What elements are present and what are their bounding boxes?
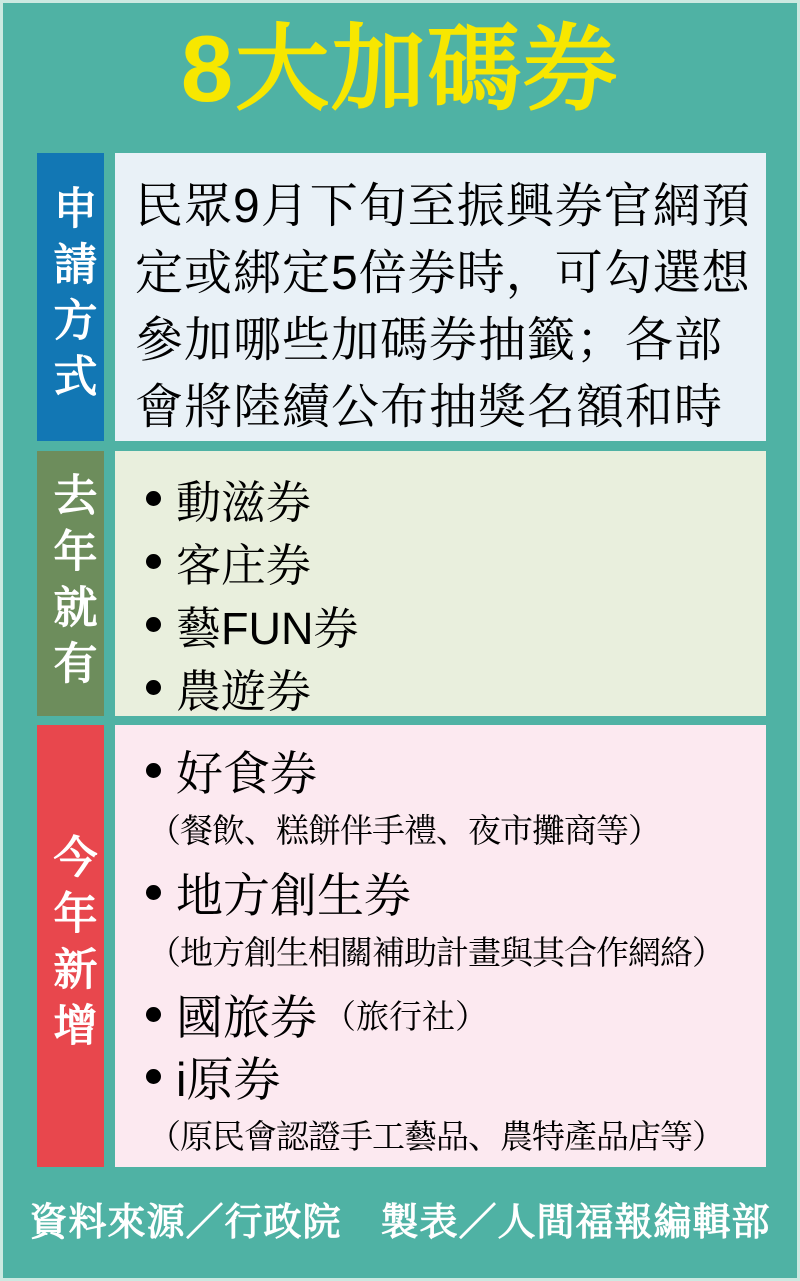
voucher-name: 藝FUN券 (176, 603, 359, 654)
voucher-list-item (115, 739, 766, 861)
bullet-icon (146, 1007, 161, 1022)
bullet-icon (146, 554, 161, 569)
voucher-item-main (115, 530, 766, 593)
section-new-this-year (37, 725, 766, 1167)
voucher-name: 動滋券 (176, 477, 312, 528)
section-new-this-year-content-box (115, 725, 766, 1167)
voucher-item-main (115, 861, 766, 923)
bullet-icon (146, 680, 161, 695)
voucher-name: 地方創生券 (176, 868, 411, 922)
voucher-name: 國旅券 (176, 990, 317, 1044)
bullet-icon (146, 491, 161, 506)
voucher-list-item (115, 593, 766, 656)
voucher-name: 好食券 (176, 746, 317, 800)
voucher-list-item (115, 983, 766, 1045)
last-year-voucher-list (115, 451, 766, 719)
section-last-year-content-box (115, 451, 766, 716)
voucher-item-main (115, 739, 766, 801)
voucher-item-main (115, 593, 766, 656)
voucher-item-main (115, 467, 766, 530)
new-this-year-voucher-list (115, 725, 766, 1167)
voucher-name: 客庄券 (176, 540, 312, 591)
voucher-item-main (115, 1045, 766, 1107)
apply-method-paragraph: 民眾9月下旬至振興券官網預定或綁定5倍券時，可勾選想參加哪些加碼券抽籤；各部會將陸續公布抽獎名額和時 (135, 180, 751, 434)
voucher-list-item (115, 530, 766, 593)
bullet-icon (146, 617, 161, 632)
section-last-year-label (37, 451, 104, 716)
section-apply-content-box (115, 153, 766, 441)
bullet-icon (146, 763, 161, 778)
voucher-note: （餐飲、糕餅伴手禮、夜市攤商等） (148, 812, 660, 849)
voucher-inline-note: （旅行社） (323, 997, 488, 1035)
voucher-item-main (115, 983, 766, 1045)
voucher-list-item (115, 861, 766, 983)
bullet-icon (146, 885, 161, 900)
voucher-list-item (115, 1045, 766, 1167)
voucher-note: （原民會認證手工藝品、農特產品店等） (148, 1118, 724, 1155)
section-new-this-year-label-text: 今年新增 (46, 834, 96, 1058)
section-last-year-label-text: 去年就有 (46, 471, 96, 696)
voucher-list-item (115, 656, 766, 719)
voucher-name: 農遊券 (176, 666, 312, 717)
section-last-year (37, 451, 766, 716)
bullet-icon (146, 1069, 161, 1084)
voucher-note: （地方創生相關補助計畫與其合作網絡） (148, 934, 724, 971)
voucher-list-item (115, 467, 766, 530)
voucher-item-main (115, 656, 766, 719)
section-new-this-year-label (37, 725, 104, 1167)
voucher-name: i原券 (176, 1052, 281, 1106)
section-apply-method (37, 153, 766, 441)
sections-container (0, 150, 800, 1167)
section-apply-label (37, 153, 104, 441)
page-title: 8大加碼券 (180, 16, 620, 121)
section-apply-label-text: 申請方式 (46, 185, 96, 409)
footer-credits: 資料來源／行政院 製表／人間福報編輯部 (29, 1202, 771, 1244)
